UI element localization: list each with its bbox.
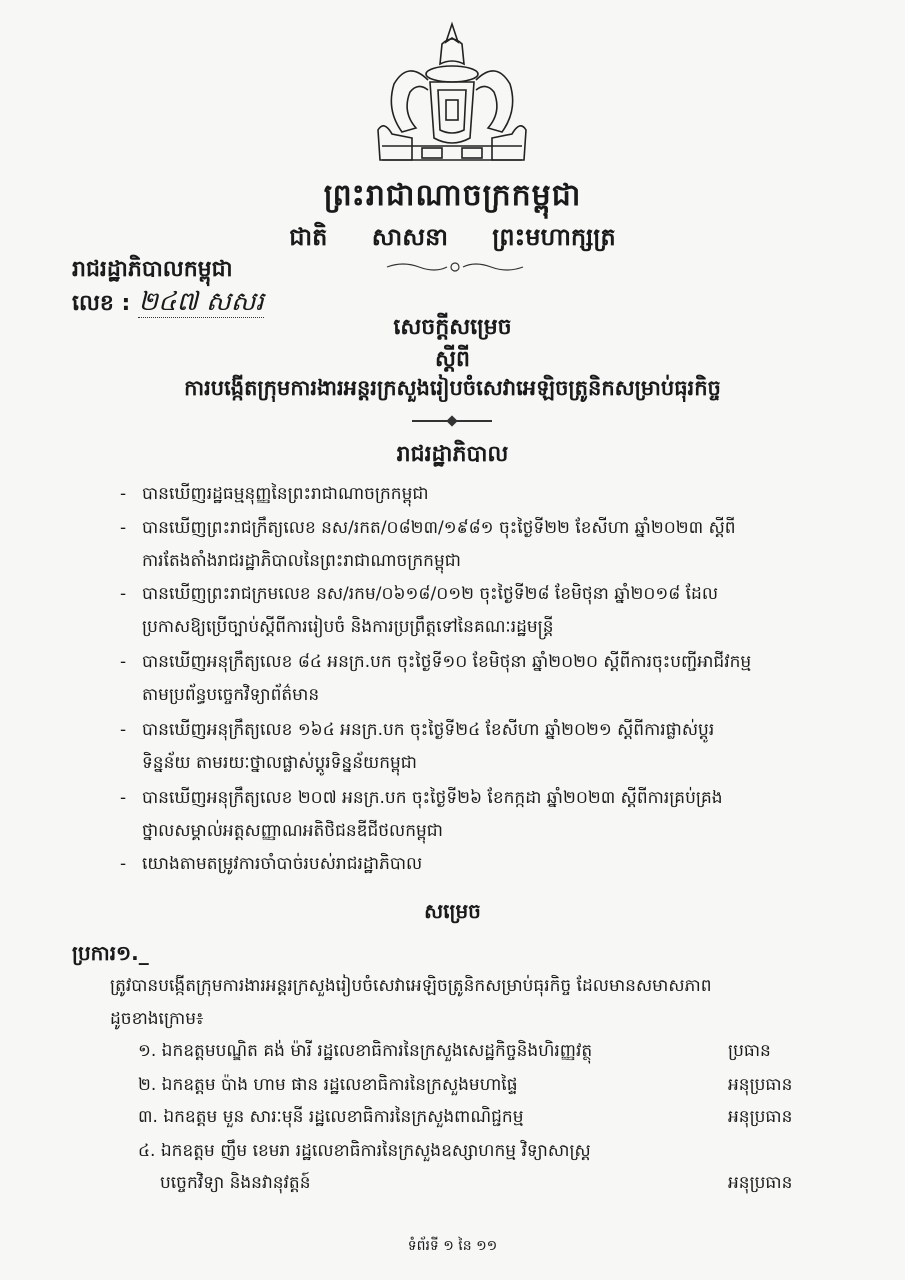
ornament-divider-icon — [385, 260, 525, 274]
member-line: ៤. ឯកឧត្តម ញឹម ខេមរា រដ្ឋលេខាធិការនៃក្រសួងឧស្សាហកម្ម វិទ្យាសាស្ត្រ — [138, 1141, 591, 1161]
member-line: ៣. ឯកឧត្តម មួន សារៈមុនី រដ្ឋលេខាធិការនៃក្រសួងពាណិជ្ជកម្ម — [138, 1107, 524, 1127]
member-line: ២. ឯកឧត្តម ប៉ាង ហាម ផាន រដ្ឋលេខាធិការនៃក្រសួងមហាផ្ទៃ — [138, 1075, 518, 1095]
member-role: អនុប្រធាន — [728, 1173, 793, 1193]
decides-heading: សម្រេច — [424, 899, 481, 923]
royal-emblem-icon — [372, 20, 532, 168]
decision-about: ស្តីពី — [435, 347, 470, 372]
list-item: - បានឃើញព្រះរាជក្រមលេខ នស/រកម/០៦១៨/០១២ ចុះថ្ងៃទី២៨ ខែមិថុនា ឆ្នាំ២០១៨ ដែល ប្រកាសឱ្យប្រើច្បាប់ស្តីពីការរៀបចំ និងការប្រព្រឹត្តទៅនៃគណៈរដ្ឋមន្ត្រី — [120, 584, 719, 637]
article-label: ប្រការ១._ — [72, 941, 149, 965]
issuer-heading: រាជរដ្ឋាភិបាល — [396, 442, 509, 467]
kingdom-heading: ព្រះរាជាណាចក្រកម្ពុជា — [323, 178, 582, 213]
list-item: - បានឃើញព្រះរាជក្រឹត្យលេខ នស/រកត/០៨២៣/១៩៨១ ចុះថ្ងៃទី២២ ខែសីហា ឆ្នាំ២០២៣ ស្តីពី ការតែងតាំងរាជរដ្ឋាភិបាលនៃព្រះរាជាណាចក្រកម្ពុជា — [120, 518, 736, 571]
title-divider — [412, 420, 492, 422]
reference-value: ២៤៧ សសរ — [138, 287, 264, 317]
motto-king: ព្រះមហាក្សត្រ — [492, 223, 616, 251]
motto-religion: សាសនា — [371, 223, 448, 251]
list-item: - បានឃើញអនុក្រឹត្យលេខ ២០៧ អនក្រ.បក ចុះថ្ងៃទី២៦ ខែកក្កដា ឆ្នាំ២០២៣ ស្តីពីការគ្រប់គ្រង ថ្នាលសម្គាល់អត្តសញ្ញាណអតិថិជនឌីជីថលកម្ពុជា — [120, 788, 723, 841]
member-role: ប្រធាន — [728, 1041, 771, 1061]
list-item: - បានឃើញរដ្ឋធម្មនុញ្ញនៃព្រះរាជាណាចក្រកម្ពុជា — [120, 484, 429, 504]
motto-nation: ជាតិ — [289, 223, 328, 251]
member-role: អនុប្រធាន — [728, 1107, 793, 1127]
list-item: - បានឃើញអនុក្រឹត្យលេខ ៨៤ អនក្រ.បក ចុះថ្ងៃទី១០ ខែមិថុនា ឆ្នាំ២០២០ ស្តីពីការចុះបញ្ជីអាជីវកម្ម តាមប្រព័ន្ធបច្ចេកវិទ្យាព័ត៌មាន — [120, 652, 752, 705]
reference-label: លេខ : — [72, 291, 131, 316]
list-item: - យោងតាមតម្រូវការចាំបាច់របស់រាជរដ្ឋាភិបាល — [120, 854, 423, 874]
national-motto — [0, 222, 905, 257]
list-item: - បានឃើញអនុក្រឹត្យលេខ ១៦៤ អនក្រ.បក ចុះថ្ងៃទី២៤ ខែសីហា ឆ្នាំ២០២១ ស្តីពីការផ្លាស់ប្តូរ ទិន្នន័យ តាមរយៈថ្នាលផ្លាស់ប្តូរទិន្នន័យកម្ពុជា — [120, 720, 715, 773]
issuing-government: រាជរដ្ឋាភិបាលកម្ពុជា — [72, 257, 233, 282]
decision-title: សេចក្តីសម្រេច — [393, 315, 512, 340]
article-paragraph: ត្រូវបានបង្កើតក្រុមការងារអន្តរក្រសួងរៀបចំសេវាអេឡិចត្រូនិកសម្រាប់ធុរកិច្ច ដែលមានសមាសភាព ដូចខាងក្រោម៖ — [110, 976, 712, 1029]
decision-subject: ការបង្កើតក្រុមការងារអន្តរក្រសួងរៀបចំសេវាអេឡិចត្រូនិកសម្រាប់ធុរកិច្ច — [184, 376, 721, 400]
member-line: ១. ឯកឧត្តមបណ្ឌិត គង់ ម៉ារី រដ្ឋលេខាធិការនៃក្រសួងសេដ្ឋកិច្ចនិងហិរញ្ញវត្ថុ — [138, 1041, 593, 1061]
member-line-continued: បច្ចេកវិទ្យា និងនវានុវត្តន៍ — [160, 1173, 311, 1193]
page-number: ទំព័រទី ១ នៃ ១១ — [407, 1238, 498, 1254]
member-role: អនុប្រធាន — [728, 1075, 793, 1095]
